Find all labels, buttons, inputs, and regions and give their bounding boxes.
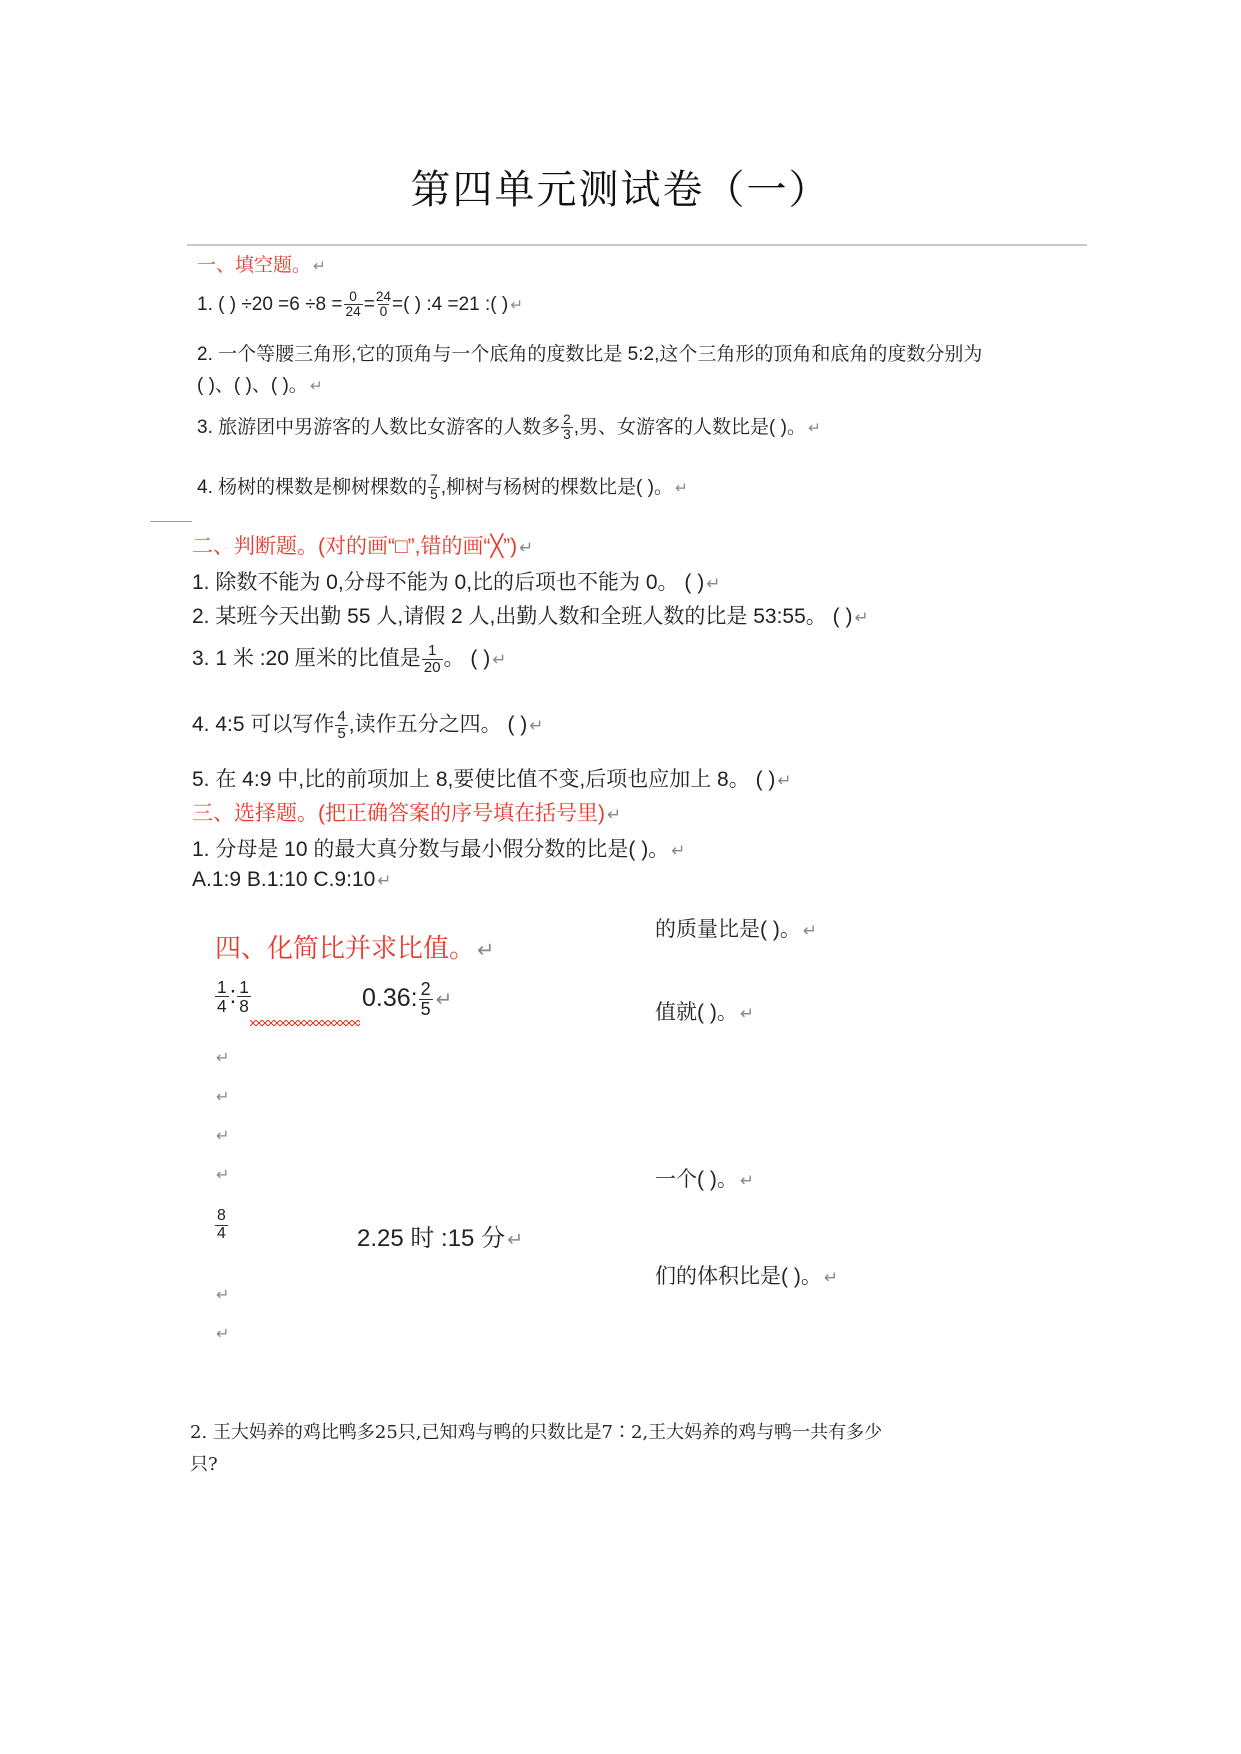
section2-question3: [192, 642, 506, 676]
fraction-numerator: 1: [427, 642, 437, 660]
paragraph-mark: ↵: [739, 1004, 754, 1023]
paragraph-mark: ↵: [507, 1230, 524, 1251]
section4-problem4: [357, 1218, 523, 1253]
fragment-text: 一个( )。: [655, 1168, 738, 1191]
fraction-numerator: 1: [217, 977, 227, 997]
fraction-denominator: 24: [345, 304, 361, 320]
fraction-seven-fifths: [428, 473, 440, 503]
ratio-colon: :: [229, 981, 237, 1009]
judge-q4-text-start: 4. 4:5 可以写作: [192, 713, 335, 736]
fraction-2: [376, 290, 391, 320]
fraction-1: [344, 290, 363, 320]
section1-question3: [197, 412, 821, 443]
fraction-eight-fourths: [215, 1208, 228, 1242]
fraction-numerator: 8: [217, 1207, 226, 1224]
q1-text-start: 1. ( ) ÷20 =6 ÷8 =: [197, 293, 343, 315]
problem4-text: 2.25 时 :15 分: [357, 1225, 506, 1252]
empty-paragraph-3: ↵: [216, 1128, 230, 1145]
q3-text-end: ,男、女游客的人数比是( )。: [573, 417, 806, 438]
fraction-one-eighth: [237, 978, 251, 1015]
section2-question5: [192, 763, 791, 793]
section1-question2-line1: 2. 一个等腰三角形,它的顶角与一个底角的度数比是 5:2,这个三角形的顶角和底角的度数分别为: [197, 344, 983, 365]
q3-text-start: 3. 旅游团中男游客的人数比女游客的人数多: [197, 417, 561, 438]
fraction-one-quarter: [215, 978, 229, 1015]
section1-question4: [197, 472, 688, 503]
paragraph-mark: ↵: [477, 939, 495, 962]
fraction-numerator: 1: [239, 977, 249, 997]
application-question2-line2: 只?: [190, 1454, 218, 1475]
section1-heading-text: 一、填空题。: [197, 255, 312, 276]
fragment-text: 值就( )。: [655, 1001, 738, 1024]
section1-question1: [197, 290, 523, 320]
paragraph-mark: ↵: [807, 420, 821, 437]
section1-heading: [197, 250, 326, 277]
paragraph-mark: ↵: [854, 608, 869, 627]
fraction-numerator: 2: [420, 979, 431, 999]
paragraph-mark: ↵: [492, 650, 507, 669]
fraction-numerator: 4: [337, 708, 346, 726]
judge-q1-text: 1. 除数不能为 0,分母不能为 0,比的后项也不能为 0。 ( ): [192, 571, 705, 594]
paragraph-mark: ↵: [674, 480, 688, 497]
problem2-text: 0.36:: [362, 984, 418, 1012]
q2-blanks: ( )、( )、( )。: [197, 375, 308, 396]
section4-problem2: [362, 980, 452, 1019]
section3-heading-text: 三、选择题。(把正确答案的序号填在括号里): [192, 802, 605, 825]
fraction-numerator: 0: [349, 289, 357, 304]
empty-paragraph-2: ↵: [216, 1089, 230, 1106]
fraction-two-thirds: [561, 413, 573, 443]
paragraph-mark: ↵: [377, 871, 392, 890]
empty-paragraph-5: ↵: [216, 1287, 230, 1304]
section-divider: [150, 521, 192, 522]
paragraph-mark: ↵: [802, 921, 817, 940]
paragraph-mark: ↵: [823, 1268, 838, 1287]
empty-paragraph-4: ↵: [216, 1167, 230, 1184]
judge-q3-text-start: 3. 1 米 :20 厘米的比值是: [192, 647, 421, 670]
paragraph-mark: ↵: [309, 378, 323, 395]
paragraph-mark: ↵: [607, 805, 622, 824]
fraction-numerator: 2: [563, 412, 571, 428]
paragraph-mark: ↵: [529, 716, 544, 735]
fraction-two-fifths: [419, 980, 433, 1019]
q4-text-end: ,柳树与杨树的棵数比是( )。: [440, 477, 673, 498]
section3-heading: [192, 797, 621, 827]
fraction-numerator: 24: [375, 289, 392, 304]
fraction-numerator: 7: [430, 472, 438, 488]
section1-question2-line2: [197, 370, 323, 397]
fraction-denominator: 20: [423, 658, 441, 676]
choice-q1-options: A.1:9 B.1:10 C.9:10: [192, 868, 376, 891]
section2-question2: [192, 600, 869, 630]
page-title: 第四单元测试卷（一）: [410, 167, 831, 213]
section3-question1: [192, 833, 685, 863]
q1-text-end: =( ) :4 =21 :( ): [392, 293, 509, 315]
fragment-ratio-value: [655, 996, 754, 1026]
section2-heading-text: 二、判断题。(对的画“□”,错的画“╳”): [192, 535, 518, 558]
fragment-text: 的质量比是( )。: [655, 918, 801, 941]
paragraph-mark: ↵: [671, 841, 686, 860]
section4-problem3: [214, 1208, 229, 1242]
q4-text-start: 4. 杨树的棵数是柳树棵数的: [197, 477, 428, 498]
fraction-denominator: 3: [563, 427, 571, 443]
section2-question1: [192, 566, 720, 596]
paragraph-mark: ↵: [313, 258, 326, 275]
fragment-one-blank: [655, 1163, 754, 1193]
choice-q1-text: 1. 分母是 10 的最大真分数与最小假分数的比是( )。: [192, 838, 670, 861]
section4-heading-text: 四、化简比并求比值。: [215, 933, 476, 963]
paragraph-mark: ↵: [435, 989, 453, 1011]
fraction-one-twentieth: [422, 643, 443, 676]
fraction-denominator: 0: [379, 304, 388, 320]
fraction-denominator: 5: [337, 724, 346, 742]
fraction-denominator: 5: [420, 998, 431, 1019]
section4-problem1: [214, 978, 252, 1015]
judge-q2-text: 2. 某班今天出勤 55 人,请假 2 人,出勤人数和全班人数的比是 53:55。 ( ): [192, 605, 853, 628]
fraction-denominator: 4: [217, 1224, 226, 1242]
empty-paragraph-6: ↵: [216, 1326, 230, 1343]
section4-heading: [215, 928, 494, 965]
section2-heading: [192, 530, 533, 560]
paragraph-mark: ↵: [777, 771, 792, 790]
section2-question4: [192, 708, 543, 742]
judge-q4-text-end: ,读作五分之四。 ( ): [348, 713, 528, 736]
fraction-denominator: 8: [239, 996, 249, 1017]
application-question2-line1: 2. 王大妈养的鸡比鸭多25只,已知鸡与鸭的只数比是7∶2,王大妈养的鸡与鸭一共有多少: [190, 1422, 883, 1443]
paragraph-mark: ↵: [739, 1171, 754, 1190]
equals-sign: =: [363, 293, 375, 315]
judge-q5-text: 5. 在 4:9 中,比的前项加上 8,要使比值不变,后项也应加上 8。 ( ): [192, 768, 776, 791]
fragment-text: 们的体积比是( )。: [655, 1265, 822, 1288]
empty-paragraph-1: ↵: [216, 1050, 230, 1067]
fragment-volume-ratio: [655, 1260, 838, 1290]
paragraph-mark: ↵: [519, 538, 534, 557]
judge-q3-text-end: 。 ( ): [443, 647, 491, 670]
spellcheck-squiggle: [250, 1020, 360, 1026]
fragment-mass-ratio: [655, 913, 817, 943]
paragraph-mark: ↵: [510, 296, 523, 314]
fraction-four-fifths: [335, 709, 347, 742]
fraction-denominator: 5: [430, 487, 438, 503]
header-divider: [187, 244, 1087, 246]
fraction-denominator: 4: [217, 996, 227, 1017]
section3-question1-options: [192, 868, 391, 892]
paragraph-mark: ↵: [706, 574, 721, 593]
